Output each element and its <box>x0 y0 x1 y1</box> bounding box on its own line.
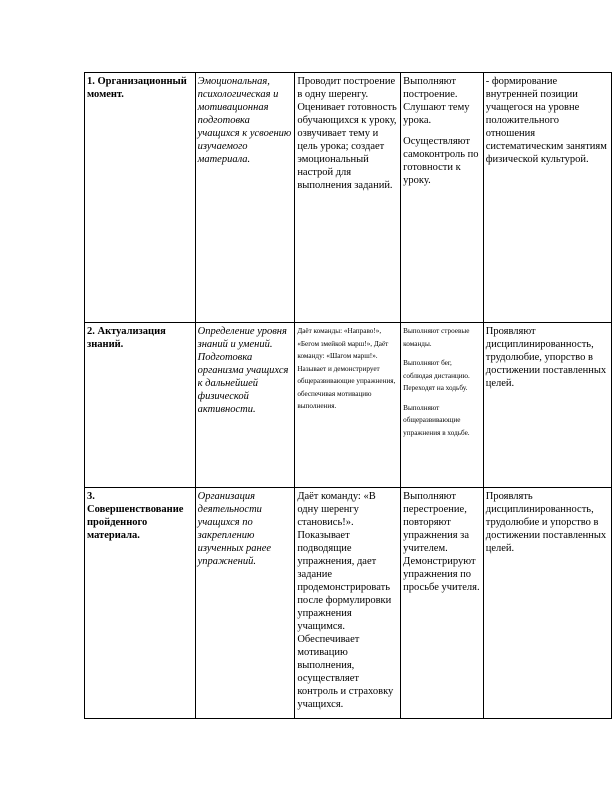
teacher-activity-cell <box>295 323 401 488</box>
expected-result: Проявлять дисциплинированность, трудолюбие и упорство в достижении поставленных целей. <box>485 491 607 554</box>
student-activity: Осуществляют самоконтроль по готовности к уроку. <box>403 136 479 186</box>
student-activity-cell <box>401 488 484 719</box>
teacher-activity: Даёт команды: «Направо!», «Бегом змейкой марш!», Даёт команду: «Шагом марш!». Называет и демонстрирует общеразвивающие упражнения, обеспечивая мотивацию выполнения. <box>297 327 396 410</box>
student-activity: Выполняют построение. Слушают тему урока. <box>403 76 470 126</box>
table-row <box>85 323 612 488</box>
table-row <box>85 73 612 323</box>
goal-cell <box>195 73 295 323</box>
goal-cell <box>195 323 295 488</box>
stage-goal: Организация деятельности учащихся по закреплению изученных ранее упражнений. <box>197 491 272 567</box>
teacher-activity: Даёт команду: «В одну шеренгу становись!». Показывает подводящие упражнения, дает задание продемонстрировать после формулировки упражнения учащимся. Обеспечивает мотивацию выполнения, осуществляет контроль и страховку учащихся. <box>297 491 394 710</box>
stage-title: 2. Актуализация знаний. <box>87 326 166 350</box>
lesson-plan-table <box>84 72 612 719</box>
teacher-activity-cell <box>295 73 401 323</box>
result-cell <box>483 323 611 488</box>
stage-goal: Эмоциональная, психологическая и мотивационная подготовка учащихся к усвоению изучаемого материала. <box>197 76 292 165</box>
expected-result: - формирование внутренней позиции учащегося на уровне положительного отношения систематическим занятиям физической культурой. <box>485 76 607 165</box>
student-activity-cell <box>401 323 484 488</box>
student-activity: Выполняют общеразвивающие упражнения в ходьбе. <box>403 403 470 437</box>
result-cell <box>483 73 611 323</box>
teacher-activity-cell <box>295 488 401 719</box>
stage-cell <box>85 488 196 719</box>
goal-cell <box>195 488 295 719</box>
expected-result: Проявляют дисциплинированность, трудолюбие, упорство в достижении поставленных целей. <box>485 326 607 389</box>
result-cell <box>483 488 611 719</box>
stage-title: 3. Совершенствование пройденного материала. <box>87 491 184 541</box>
teacher-activity: Проводит построение в одну шеренгу. Оценивает готовность обучающихся к уроку, озвучивает тему и цель урока; создает эмоциональный настрой для выполнения заданий. <box>297 76 397 191</box>
student-activity: Выполняют строевые команды. <box>403 327 470 348</box>
stage-cell <box>85 323 196 488</box>
student-activity-cell <box>401 73 484 323</box>
table-row <box>85 488 612 719</box>
stage-title: 1. Организационный момент. <box>87 76 187 100</box>
student-activity: Выполняют бег, соблюдая дистанцию. Переходят на ходьбу. <box>403 359 470 392</box>
student-activity: Выполняют перестроение, повторяют упражнения за учителем. Демонстрируют упражнения по просьбе учителя. <box>403 491 480 593</box>
stage-goal: Определение уровня знаний и умений. Подготовка организма учащихся к дальнейшей физической активности. <box>197 326 289 415</box>
stage-cell <box>85 73 196 323</box>
